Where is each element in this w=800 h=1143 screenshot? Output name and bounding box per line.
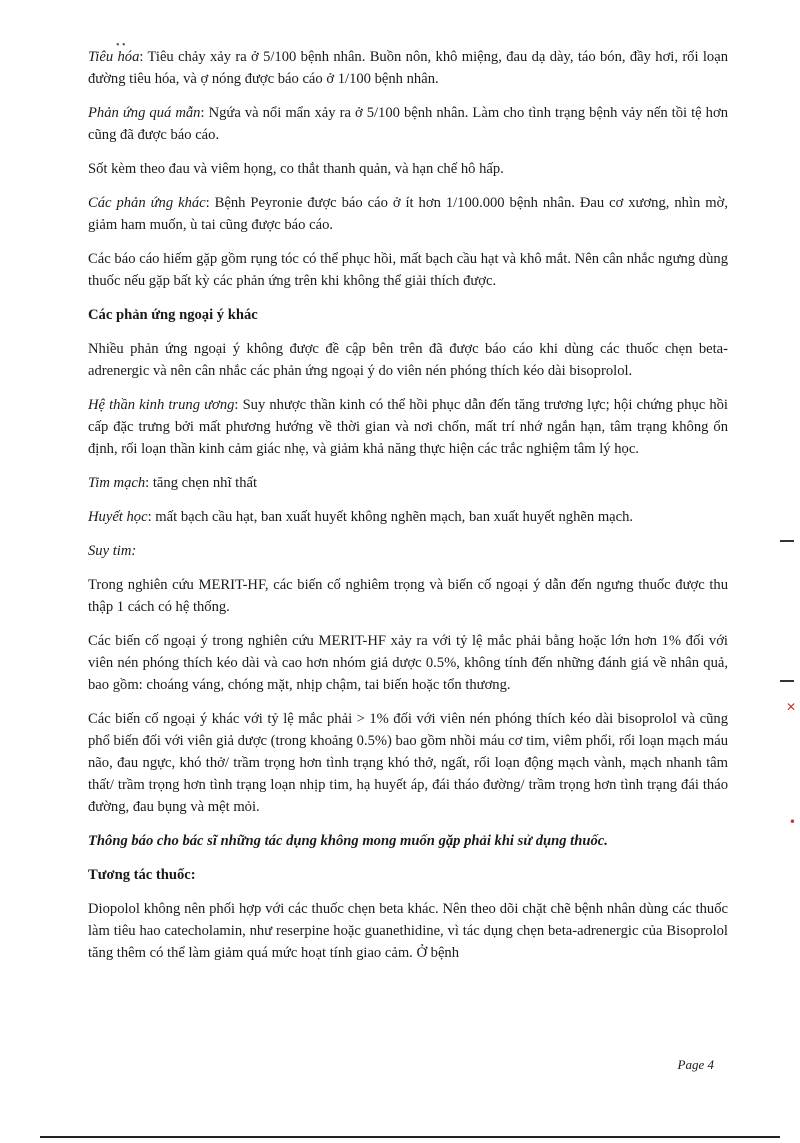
- scan-speck: • •: [116, 40, 126, 51]
- stamp-mark-icon: •: [788, 815, 796, 829]
- document-body: [88, 46, 728, 976]
- paragraph-cns: Hệ thần kinh trung ương: Suy nhược thần kinh có thể hồi phục dẫn đến tăng trương lực; hội chứng phục hồi cấp đặc trưng bởi mất phương hướng về thời gian và nơi chốn, mất trí nhớ ngắn hạn, tâm trạng không ổn định, rối loạn thần kinh cảm giác nhẹ, và giảm khả năng thực hiện các trắc nghiệm tâm lý học.: [88, 397, 728, 457]
- label-heart-failure: Suy tim: [88, 543, 132, 559]
- page-number: Page 4: [677, 1057, 714, 1072]
- label-other-reactions: Các phản ứng khác: [88, 195, 206, 211]
- label-digestive: Tiêu hóa: [88, 49, 140, 65]
- bottom-divider: [40, 1136, 780, 1138]
- label-cns: Hệ thần kinh trung ương: [88, 397, 235, 413]
- notice-line: Thông báo cho bác sĩ những tác dụng không mong muốn gặp phải khi sử dụng thuốc.: [88, 833, 608, 849]
- paragraph-hematology: Huyết học: mất bạch cầu hạt, ban xuất huyết không nghẽn mạch, ban xuất huyết nghẽn mạch.: [88, 509, 634, 525]
- paragraph-rare-reports: Các báo cáo hiếm gặp gồm rụng tóc có thể phục hồi, mất bạch cầu hạt và khô mắt. Nên cân nhắc ngưng dùng thuốc nếu gặp bất kỳ các phản ứng trên khi không thể giải thích được.: [88, 251, 728, 289]
- paragraph-heart-failure: Suy tim:: [88, 543, 137, 559]
- label-cardio: Tim mạch: [88, 475, 146, 491]
- label-hypersensitivity: Phản ứng quá mẫn: [88, 105, 201, 121]
- paragraph-cardio: Tim mạch: tăng chẹn nhĩ thất: [88, 475, 258, 491]
- paragraph-interactions: Diopolol không nên phối hợp với các thuốc chẹn beta khác. Nên theo dõi chặt chẽ bệnh nhân dùng các thuốc làm tiêu hao catecholamin, như reserpine hoặc guanethidine, vì tác dụng chẹn beta-adrenergic của Bisoprolol tăng thêm có thể làm giảm quá mức hoạt tính giao cảm. Ở bệnh: [88, 901, 728, 961]
- paragraph-merit-1: Trong nghiên cứu MERIT-HF, các biến cố nghiêm trọng và biến cố ngoại ý dẫn đến ngưng thuốc được thu thập 1 cách có hệ thống.: [88, 577, 728, 615]
- paragraph-fever: Sốt kèm theo đau và viêm họng, co thắt thanh quản, và hạn chế hô hấp.: [88, 161, 504, 177]
- paragraph-other-reactions: Các phản ứng khác: Bệnh Peyronie được báo cáo ở ít hơn 1/100.000 bệnh nhân. Đau cơ xương, nhìn mờ, giảm ham muốn, ù tai cũng được báo cáo.: [88, 195, 728, 233]
- edge-mark: [780, 680, 794, 682]
- heading-other-adverse: Các phản ứng ngoại ý khác: [88, 307, 258, 323]
- heading-interactions: Tương tác thuốc:: [88, 867, 196, 883]
- paragraph-hypersensitivity: Phản ứng quá mẫn: Ngứa và nổi mẩn xảy ra ở 5/100 bệnh nhân. Làm cho tình trạng bệnh vảy nến tồi tệ hơn cũng đã được báo cáo.: [88, 105, 728, 143]
- label-hematology: Huyết học: [88, 509, 148, 525]
- paragraph-adverse-intro: Nhiều phản ứng ngoại ý không được đề cập bên trên đã được báo cáo khi dùng các thuốc chẹn beta-adrenergic và nên cân nhắc các phản ứng ngoại ý do viên nén phóng thích kéo dài bisoprolol.: [88, 341, 728, 379]
- paragraph-digestive: Tiêu hóa: Tiêu chảy xảy ra ở 5/100 bệnh nhân. Buồn nôn, khô miệng, đau dạ dày, táo bón, đầy hơi, rối loạn đường tiêu hóa, và ợ nóng được báo cáo ở 1/100 bệnh nhân.: [88, 49, 728, 87]
- paragraph-merit-3: Các biến cố ngoại ý khác với tỷ lệ mắc phải > 1% đối với viên nén phóng thích kéo dài bisoprolol và cũng phổ biến đối với viên giả dược (trong khoảng 0.5%) bao gồm nhồi máu cơ tim, viêm phổi, rối loạn mạch máu não, đau ngực, khó thở/ trầm trọng hơn tình trạng khó thở, ngất, rối loạn động mạch vành, mạch nhanh tâm thất/ trầm trọng hơn tình trạng loạn nhịp tim, hạ huyết áp, đái tháo đường/ trầm trọng hơn tình trạng đái tháo đường, đau bụng và mệt mỏi.: [88, 711, 728, 815]
- paragraph-merit-2: Các biến cố ngoại ý trong nghiên cứu MERIT-HF xảy ra với tỷ lệ mắc phải bằng hoặc lớn hơn 1% đối với viên nén phóng thích kéo dài và cao hơn nhóm giả dược 0.5%, không tính đến những đánh giá về nhân quả, bao gồm: choáng váng, chóng mặt, nhịp chậm, tai biến hoặc tổn thương.: [88, 633, 728, 693]
- edge-mark: [780, 540, 794, 542]
- stamp-mark-icon: ✕: [785, 700, 796, 714]
